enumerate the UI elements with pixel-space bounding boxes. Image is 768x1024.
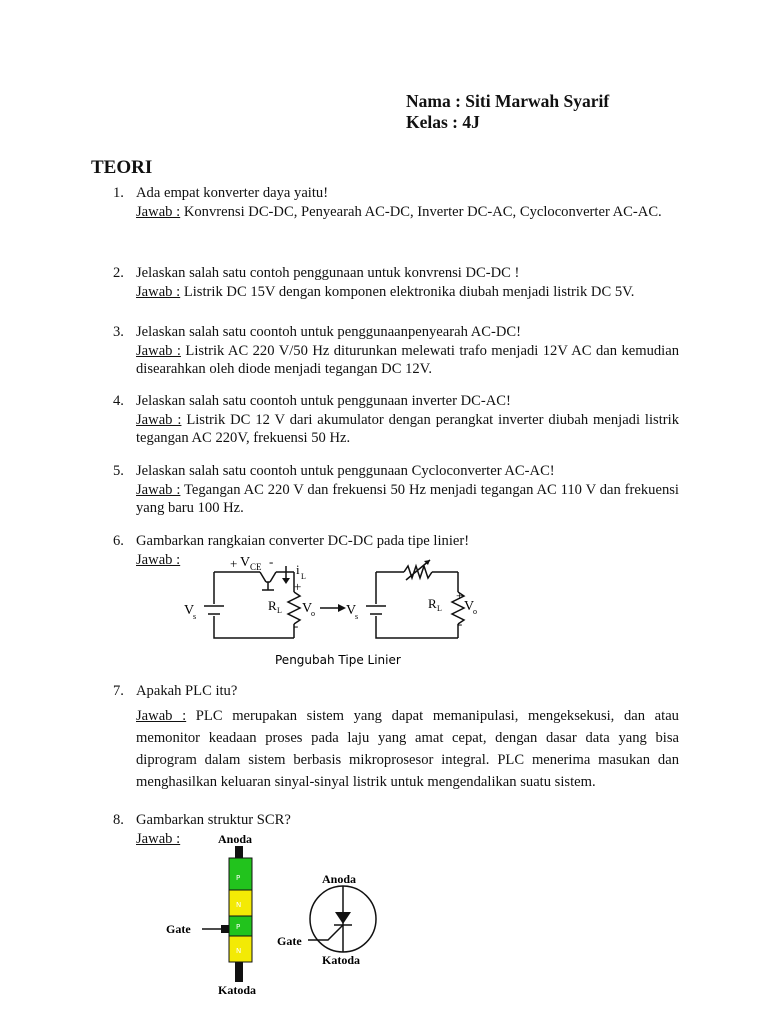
question-number: 6. (113, 533, 124, 549)
scr-structure-diagram (160, 828, 400, 994)
question-7 (113, 682, 679, 793)
answer-body: Tegangan AC 220 V dan frekuensi 50 Hz menjadi tegangan AC 110 V dan frekuensi yang baru 100 Hz. (136, 481, 679, 516)
symbol-gate-label: Gate (277, 934, 302, 948)
transistor-symbol (260, 572, 276, 590)
student-class: Kelas : 4J (406, 112, 480, 132)
layer-p1 (229, 858, 252, 890)
question-4 (113, 392, 679, 448)
il-sub: L (301, 572, 306, 581)
answer-text (136, 411, 679, 448)
answer-text (136, 481, 679, 518)
question-number: 1. (113, 185, 124, 201)
answer-text (136, 203, 679, 222)
rl2-sub: L (437, 604, 442, 613)
rl-minus: - (294, 618, 299, 633)
vo2-plus: + (456, 588, 464, 603)
answer-label: Jawab : (136, 707, 187, 724)
section-title: TEORI (91, 157, 153, 178)
vo2-v: V (464, 599, 475, 614)
answer-label: Jawab : (136, 551, 181, 568)
student-header (406, 91, 609, 133)
vce-v: V (240, 555, 251, 570)
layer-p2 (229, 916, 252, 936)
question-number: 8. (113, 812, 124, 828)
answer-body: Listrik AC 220 V/50 Hz diturunkan melewati trafo menjadi 12V AC dan kemudian disearahkan oleh diode menjadi tegangan DC 12V. (136, 342, 679, 377)
question-number: 7. (113, 683, 124, 699)
question-text: Jelaskan salah satu coontoh untuk penggunaan inverter DC-AC! (136, 393, 511, 409)
symbol-anoda-label: Anoda (322, 872, 357, 886)
rl2-r: R (428, 596, 437, 611)
question-5 (113, 462, 679, 518)
answer-body: Konvrensi DC-DC, Penyearah AC-DC, Inverter DC-AC, Cycloconverter AC-AC. (180, 203, 662, 220)
answer-label: Jawab : (136, 830, 181, 847)
question-text: Ada empat konverter daya yaitu! (136, 185, 329, 201)
il-i: i (296, 562, 300, 577)
vs2-v: V (346, 603, 357, 618)
layer-n1-label: N (236, 901, 242, 909)
vs-sub: s (193, 612, 197, 621)
gate-label: Gate (166, 922, 191, 936)
figure-caption: Pengubah Tipe Linier (275, 653, 401, 667)
katoda-label: Katoda (218, 983, 257, 994)
anode-terminal (235, 846, 243, 858)
question-number: 2. (113, 265, 124, 281)
rl-sub: L (277, 606, 282, 615)
layer-n2-label: N (236, 947, 242, 955)
linear-converter-diagram (170, 552, 500, 672)
vs2-sub: s (355, 612, 359, 621)
vo-sub: o (311, 609, 315, 618)
question-text: Jelaskan salah satu contoh penggunaan untuk konvrensi DC-DC ! (136, 265, 520, 281)
question-1 (113, 184, 679, 221)
scr-symbol-diode (335, 912, 351, 924)
answer-text (136, 705, 679, 793)
vce-sub: CE (250, 562, 262, 572)
output-arrow-head (338, 604, 346, 612)
rl-r: R (268, 598, 277, 613)
vce-minus: - (269, 554, 274, 569)
question-text: Gambarkan struktur SCR? (136, 812, 291, 828)
circuit-2-wires (376, 572, 458, 638)
anoda-label: Anoda (218, 832, 253, 846)
question-number: 5. (113, 463, 124, 479)
current-arrow-head (282, 578, 290, 584)
symbol-katoda-label: Katoda (322, 953, 361, 967)
answer-label: Jawab : (136, 342, 181, 359)
vo2-minus: - (458, 616, 463, 631)
answer-text (136, 283, 679, 302)
answer-body: Listrik DC 12 V dari akumulator dengan perangkat inverter diubah menjadi listrik tegangan AC 220V, frekuensi 50 Hz. (136, 411, 679, 446)
vce-plus: + (230, 556, 238, 571)
question-number: 3. (113, 324, 124, 340)
question-text: Jelaskan salah satu coontoh untuk penggunaan Cycloconverter AC-AC! (136, 463, 555, 479)
question-text: Apakah PLC itu? (136, 683, 238, 699)
answer-label: Jawab : (136, 481, 181, 498)
answer-label: Jawab : (136, 203, 181, 220)
gate-terminal (221, 925, 229, 933)
student-name: Nama : Siti Marwah Syarif (406, 91, 610, 111)
layer-p1-label: P (236, 874, 241, 882)
question-text: Jelaskan salah satu coontoh untuk penggunaanpenyearah AC-DC! (136, 324, 522, 340)
question-2 (113, 264, 679, 301)
circuit-1-wires (214, 572, 294, 638)
question-3 (113, 323, 679, 379)
vo-v: V (302, 601, 313, 616)
question-text: Gambarkan rangkaian converter DC-DC pada tipe linier! (136, 533, 470, 549)
layer-p2-label: P (236, 923, 241, 931)
answer-text (136, 342, 679, 379)
vs-v: V (184, 603, 195, 618)
rl-plus: + (294, 579, 302, 594)
question-number: 4. (113, 393, 124, 409)
answer-label: Jawab : (136, 283, 181, 300)
answer-body: PLC merupakan sistem yang dapat memanipulasi, mengeksekusi, dan atau memonitor keadaan proses pada laju yang amat cepat, dengan dasar data yang bisa diprogram dalam sistem berbasis mikroprosesor integral. PLC menerima masukan dan menghasilkan keluaran sinyal-sinyal listrik untuk mengendalikan suatu sistem. (136, 707, 679, 790)
answer-label: Jawab : (136, 411, 182, 428)
answer-body: Listrik DC 15V dengan komponen elektronika diubah menjadi listrik DC 5V. (180, 283, 635, 300)
cathode-terminal (235, 962, 243, 982)
vo2-sub: o (473, 607, 477, 616)
